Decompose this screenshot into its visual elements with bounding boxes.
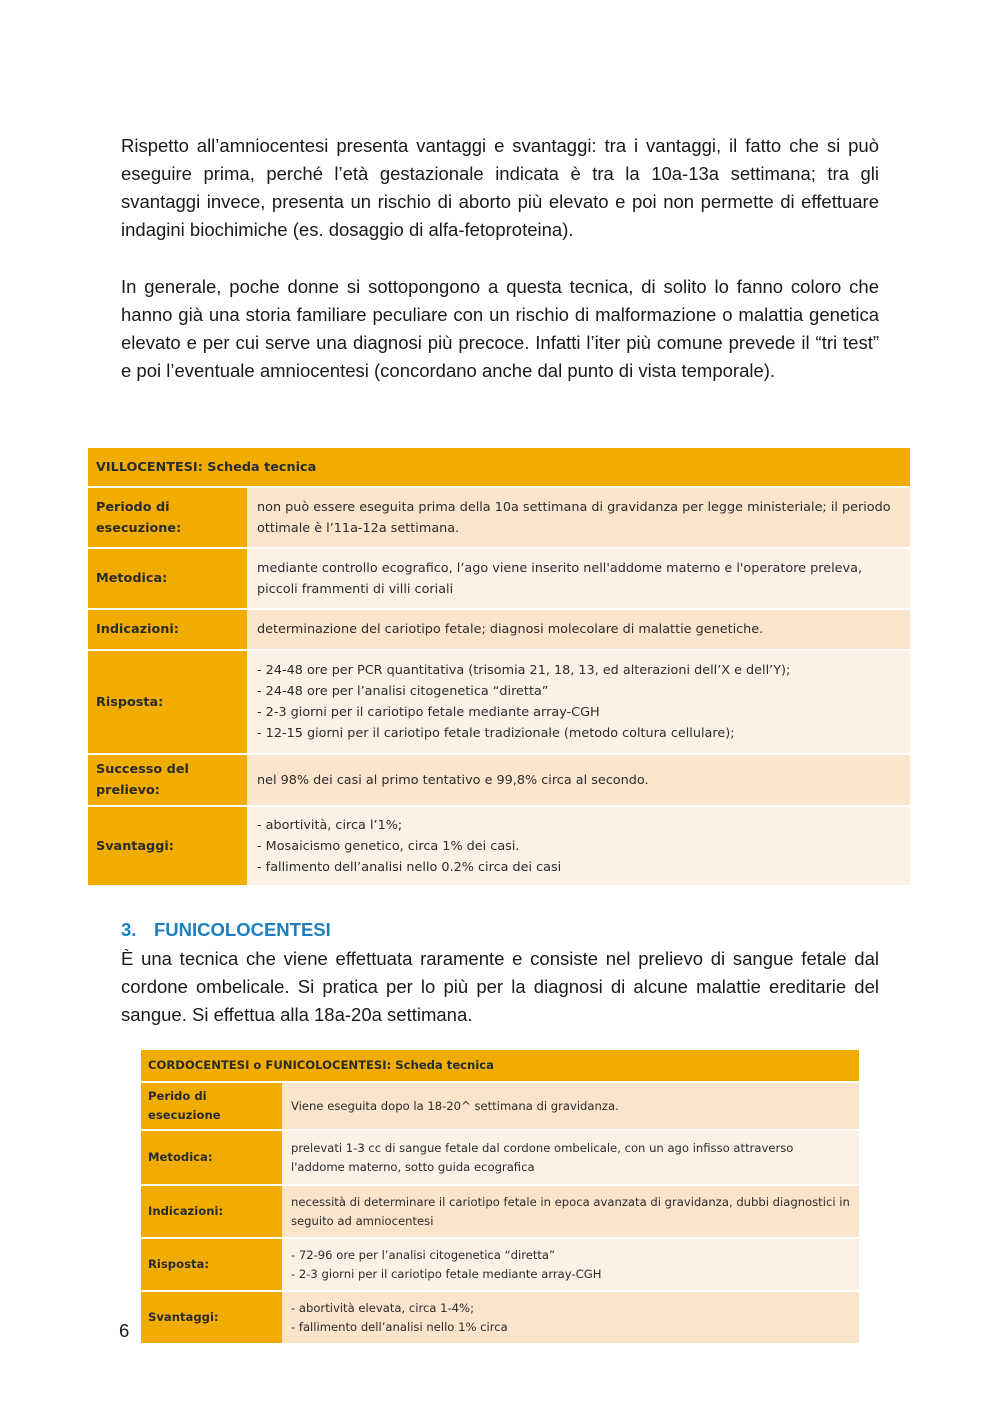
row-label: Svantaggi: [88, 806, 247, 886]
row-value [247, 806, 910, 886]
row-label: Indicazioni: [88, 609, 247, 650]
value-line: - 2-3 giorni per il cariotipo fetale mediante array-CGH [257, 705, 600, 720]
value-line: - 72-96 ore per l’analisi citogenetica “diretta” [291, 1247, 556, 1262]
row-value [282, 1082, 859, 1130]
value-line: - 12-15 giorni per il cariotipo fetale tradizionale (metodo coltura cellulare); [257, 726, 735, 741]
row-value [282, 1238, 859, 1291]
table-row [88, 548, 910, 609]
row-value [247, 487, 910, 548]
table-title: CORDOCENTESI o FUNICOLOCENTESI: Scheda tecnica [141, 1050, 859, 1082]
table-row [141, 1238, 859, 1291]
table-row [88, 487, 910, 548]
table-title: VILLOCENTESI: Scheda tecnica [88, 448, 910, 487]
value-line: mediante controllo ecografico, l’ago viene inserito nell'addome materno e l'operatore preleva, piccoli frammenti di villi coriali [257, 560, 863, 597]
table-header-row [141, 1050, 859, 1082]
row-label: Perido di esecuzione [141, 1082, 282, 1130]
paragraph-funicolocentesi: È una tecnica che viene effettuata raramente e consiste nel prelievo di sangue fetale dal cordone ombelicale. Si pratica per lo più per la diagnosi di alcune malattie ereditarie del sangue. Si effettua alla 18a-20a settimana. [121, 948, 879, 1025]
row-label: Indicazioni: [141, 1185, 282, 1238]
value-line: prelevati 1-3 cc di sangue fetale dal cordone ombelicale, con un ago infisso attraverso l'addome materno, sotto guida ecografica [291, 1140, 794, 1174]
table-row [88, 609, 910, 650]
row-value [247, 548, 910, 609]
paragraph-vantaggi-svantaggi: Rispetto all’amniocentesi presenta vantaggi e svantaggi: tra i vantaggi, il fatto che si può eseguire prima, perché l’età gestazionale indicata è tra la 10a-13a settimana; tra gli svantaggi invece, presenta un rischio di aborto più elevato e poi non permette di effettuare indagini biochimiche (es. dosaggio di alfa-fetoproteina). [121, 135, 879, 240]
row-value [282, 1185, 859, 1238]
section-number: 3. [121, 919, 137, 940]
table-row [141, 1185, 859, 1238]
section-heading [121, 916, 331, 944]
row-label: Periodo di esecuzione: [88, 487, 247, 548]
table-row [141, 1082, 859, 1130]
value-line: - abortività, circa l’1%; [257, 817, 403, 833]
cordocentesi-table [141, 1050, 859, 1345]
row-value [282, 1291, 859, 1344]
value-line: non può essere eseguita prima della 10a settimana di gravidanza per legge ministeriale; il periodo ottimale è l’11a-12a settimana. [257, 499, 891, 536]
value-line: - 24-48 ore per l’analisi citogenetica “diretta” [257, 684, 549, 699]
villocentesi-table [88, 448, 910, 887]
page-number: 6 [119, 1320, 130, 1341]
row-label: Metodica: [88, 548, 247, 609]
row-label: Successo del prelievo: [88, 754, 247, 806]
section-title: FUNICOLOCENTESI [154, 919, 331, 940]
row-value [282, 1130, 859, 1185]
table-row [141, 1130, 859, 1185]
value-line: nel 98% dei casi al primo tentativo e 99,8% circa al secondo. [257, 772, 649, 788]
table-row [88, 650, 910, 754]
value-line: - fallimento dell’analisi nello 0.2% circa dei casi [257, 859, 562, 875]
value-line: - Mosaicismo genetico, circa 1% dei casi. [257, 838, 520, 854]
value-line: determinazione del cariotipo fetale; diagnosi molecolare di malattie genetiche. [257, 622, 764, 637]
table-header-row [88, 448, 910, 487]
row-label: Svantaggi: [141, 1291, 282, 1344]
value-line: - fallimento dell’analisi nello 1% circa [291, 1319, 508, 1334]
value-line: Viene eseguita dopo la 18-20^ settimana di gravidanza. [291, 1098, 619, 1113]
row-value [247, 754, 910, 806]
table-row [88, 754, 910, 806]
value-line: necessità di determinare il cariotipo fetale in epoca avanzata di gravidanza, dubbi diagnostici in seguito ad amniocentesi [291, 1194, 850, 1228]
row-label: Risposta: [141, 1238, 282, 1291]
value-line: - abortività elevata, circa 1-4%; [291, 1300, 474, 1315]
value-line: - 24-48 ore per PCR quantitativa (trisomia 21, 18, 13, ed alterazioni dell’X e dell’Y); [257, 663, 791, 678]
table-row [88, 806, 910, 886]
row-value [247, 650, 910, 754]
paragraph-in-generale: In generale, poche donne si sottopongono a questa tecnica, di solito lo fanno coloro che hanno già una storia familiare peculiare con un rischio di malformazione o malattia genetica elevato e per cui serve una diagnosi più precoce. Infatti l’iter più comune prevede il “tri test” e poi l’eventuale amniocentesi (concordano anche dal punto di vista temporale). [121, 276, 879, 381]
value-line: - 2-3 giorni per il cariotipo fetale mediante array-CGH [291, 1266, 602, 1281]
table-row [141, 1291, 859, 1344]
row-label: Risposta: [88, 650, 247, 754]
row-value [247, 609, 910, 650]
row-label: Metodica: [141, 1130, 282, 1185]
